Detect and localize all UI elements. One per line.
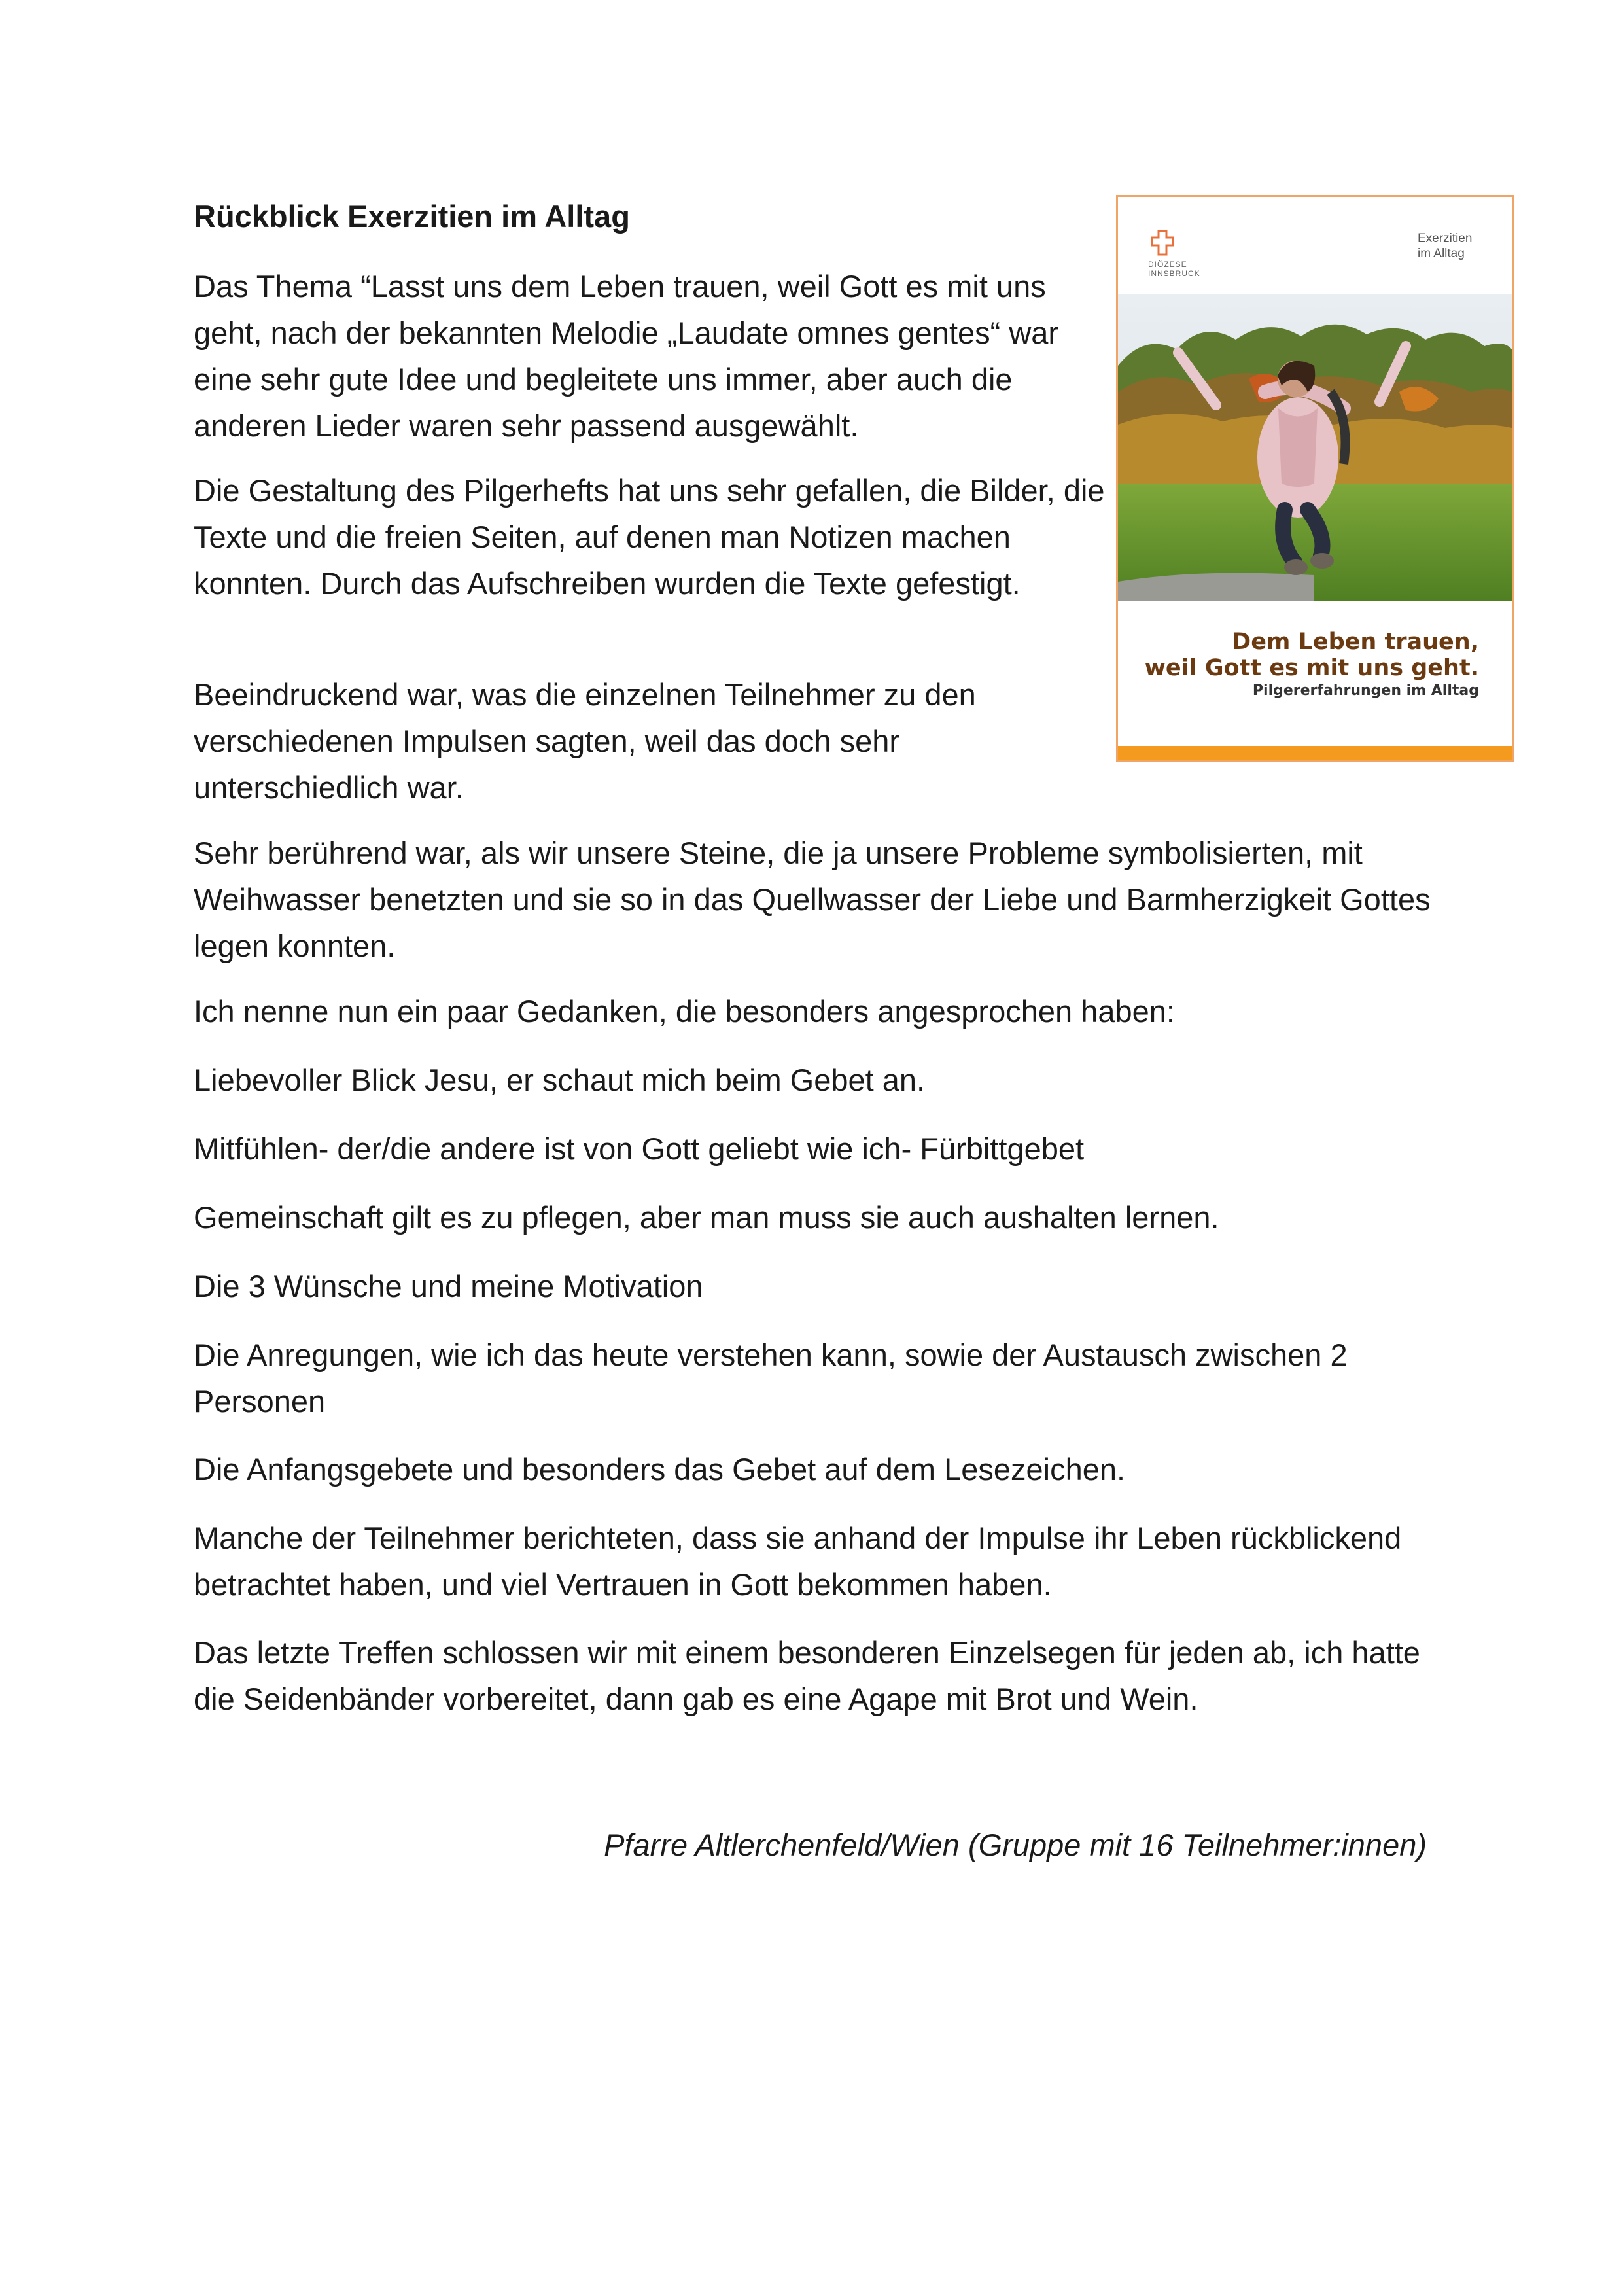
cover-title (1145, 629, 1479, 681)
cover-series: Exerzitien im Alltag (1418, 232, 1473, 260)
cover-title-line-2: weil Gott es mit uns geht. (1144, 655, 1479, 681)
thought-item-5: Die Anregungen, wie ich das heute verstehen kann, sowie der Austausch zwischen 2 Personen (194, 1337, 1348, 1419)
paragraph-booklet: Die Gestaltung des Pilgerhefts hat uns sehr gefallen, die Bilder, die Texte und die freien Seiten, auf denen man Notizen machen konnten. Durch das Aufschreiben wurden die Texte gefestigt. (194, 473, 1105, 601)
paragraph-theme: Das Thema “Lasst uns dem Leben trauen, weil Gott es mit uns geht, nach der bekannten Melodie „Laudate omnes gentes“ war eine sehr gute Idee und begleitete uns immer, aber auch die anderen Lieder waren sehr passend ausgewählt. (194, 269, 1059, 443)
thought-item-4: Die 3 Wünsche und meine Motivation (194, 1269, 703, 1303)
thought-item-1: Liebevoller Blick Jesu, er schaut mich beim Gebet an. (194, 1063, 926, 1097)
cover-subtitle: Pilgererfahrungen im Alltag (1252, 682, 1479, 699)
paragraph-participants: Beeindruckend war, was die einzelnen Teilnehmer zu den verschiedenen Impulsen sagten, weil das doch sehr unterschiedlich war. (194, 677, 976, 805)
cover-orange-stripe (1118, 746, 1512, 760)
document-title: Rückblick Exerzitien im Alltag (194, 199, 630, 234)
paragraph-reflection: Manche der Teilnehmer berichteten, dass sie anhand der Impulse ihr Leben rückblickend betrachtet haben, und viel Vertrauen in Gott bekommen haben. (194, 1521, 1402, 1602)
booklet-cover-image (1116, 195, 1514, 762)
thought-item-6: Die Anfangsgebete und besonders das Gebet auf dem Lesezeichen. (194, 1452, 1126, 1487)
thought-item-3: Gemeinschaft gilt es zu pflegen, aber man muss sie auch aushalten lernen. (194, 1200, 1219, 1235)
paragraph-stones: Sehr berührend war, als wir unsere Steine, die ja unsere Probleme symbolisierten, mit Weihwasser benetzten und sie so in das Quellwasser der Liebe und Barmherzigkeit Gottes legen konnten. (194, 836, 1431, 963)
cover-title-line-1: Dem Leben trauen, (1232, 629, 1479, 655)
cover-photo-jumping-woman (1118, 294, 1512, 601)
paragraph-last-meeting: Das letzte Treffen schlossen wir mit einem besonderen Einzelsegen für jeden ab, ich hatte die Seidenbänder vorbereitet, dann gab es eine Agape mit Brot und Wein. (194, 1635, 1420, 1716)
diocese-cross-icon (1151, 230, 1174, 256)
thought-item-2: Mitfühlen- der/die andere ist von Gott geliebt wie ich- Fürbittgebet (194, 1131, 1085, 1166)
paragraph-thoughts-intro: Ich nenne nun ein paar Gedanken, die besonders angesprochen haben: (194, 994, 1175, 1029)
signature: Pfarre Altlerchenfeld/Wien (Gruppe mit 16 Teilnehmer:innen) (604, 1828, 1427, 1862)
cover-org: DIÖZESE INNSBRUCK (1148, 260, 1200, 278)
